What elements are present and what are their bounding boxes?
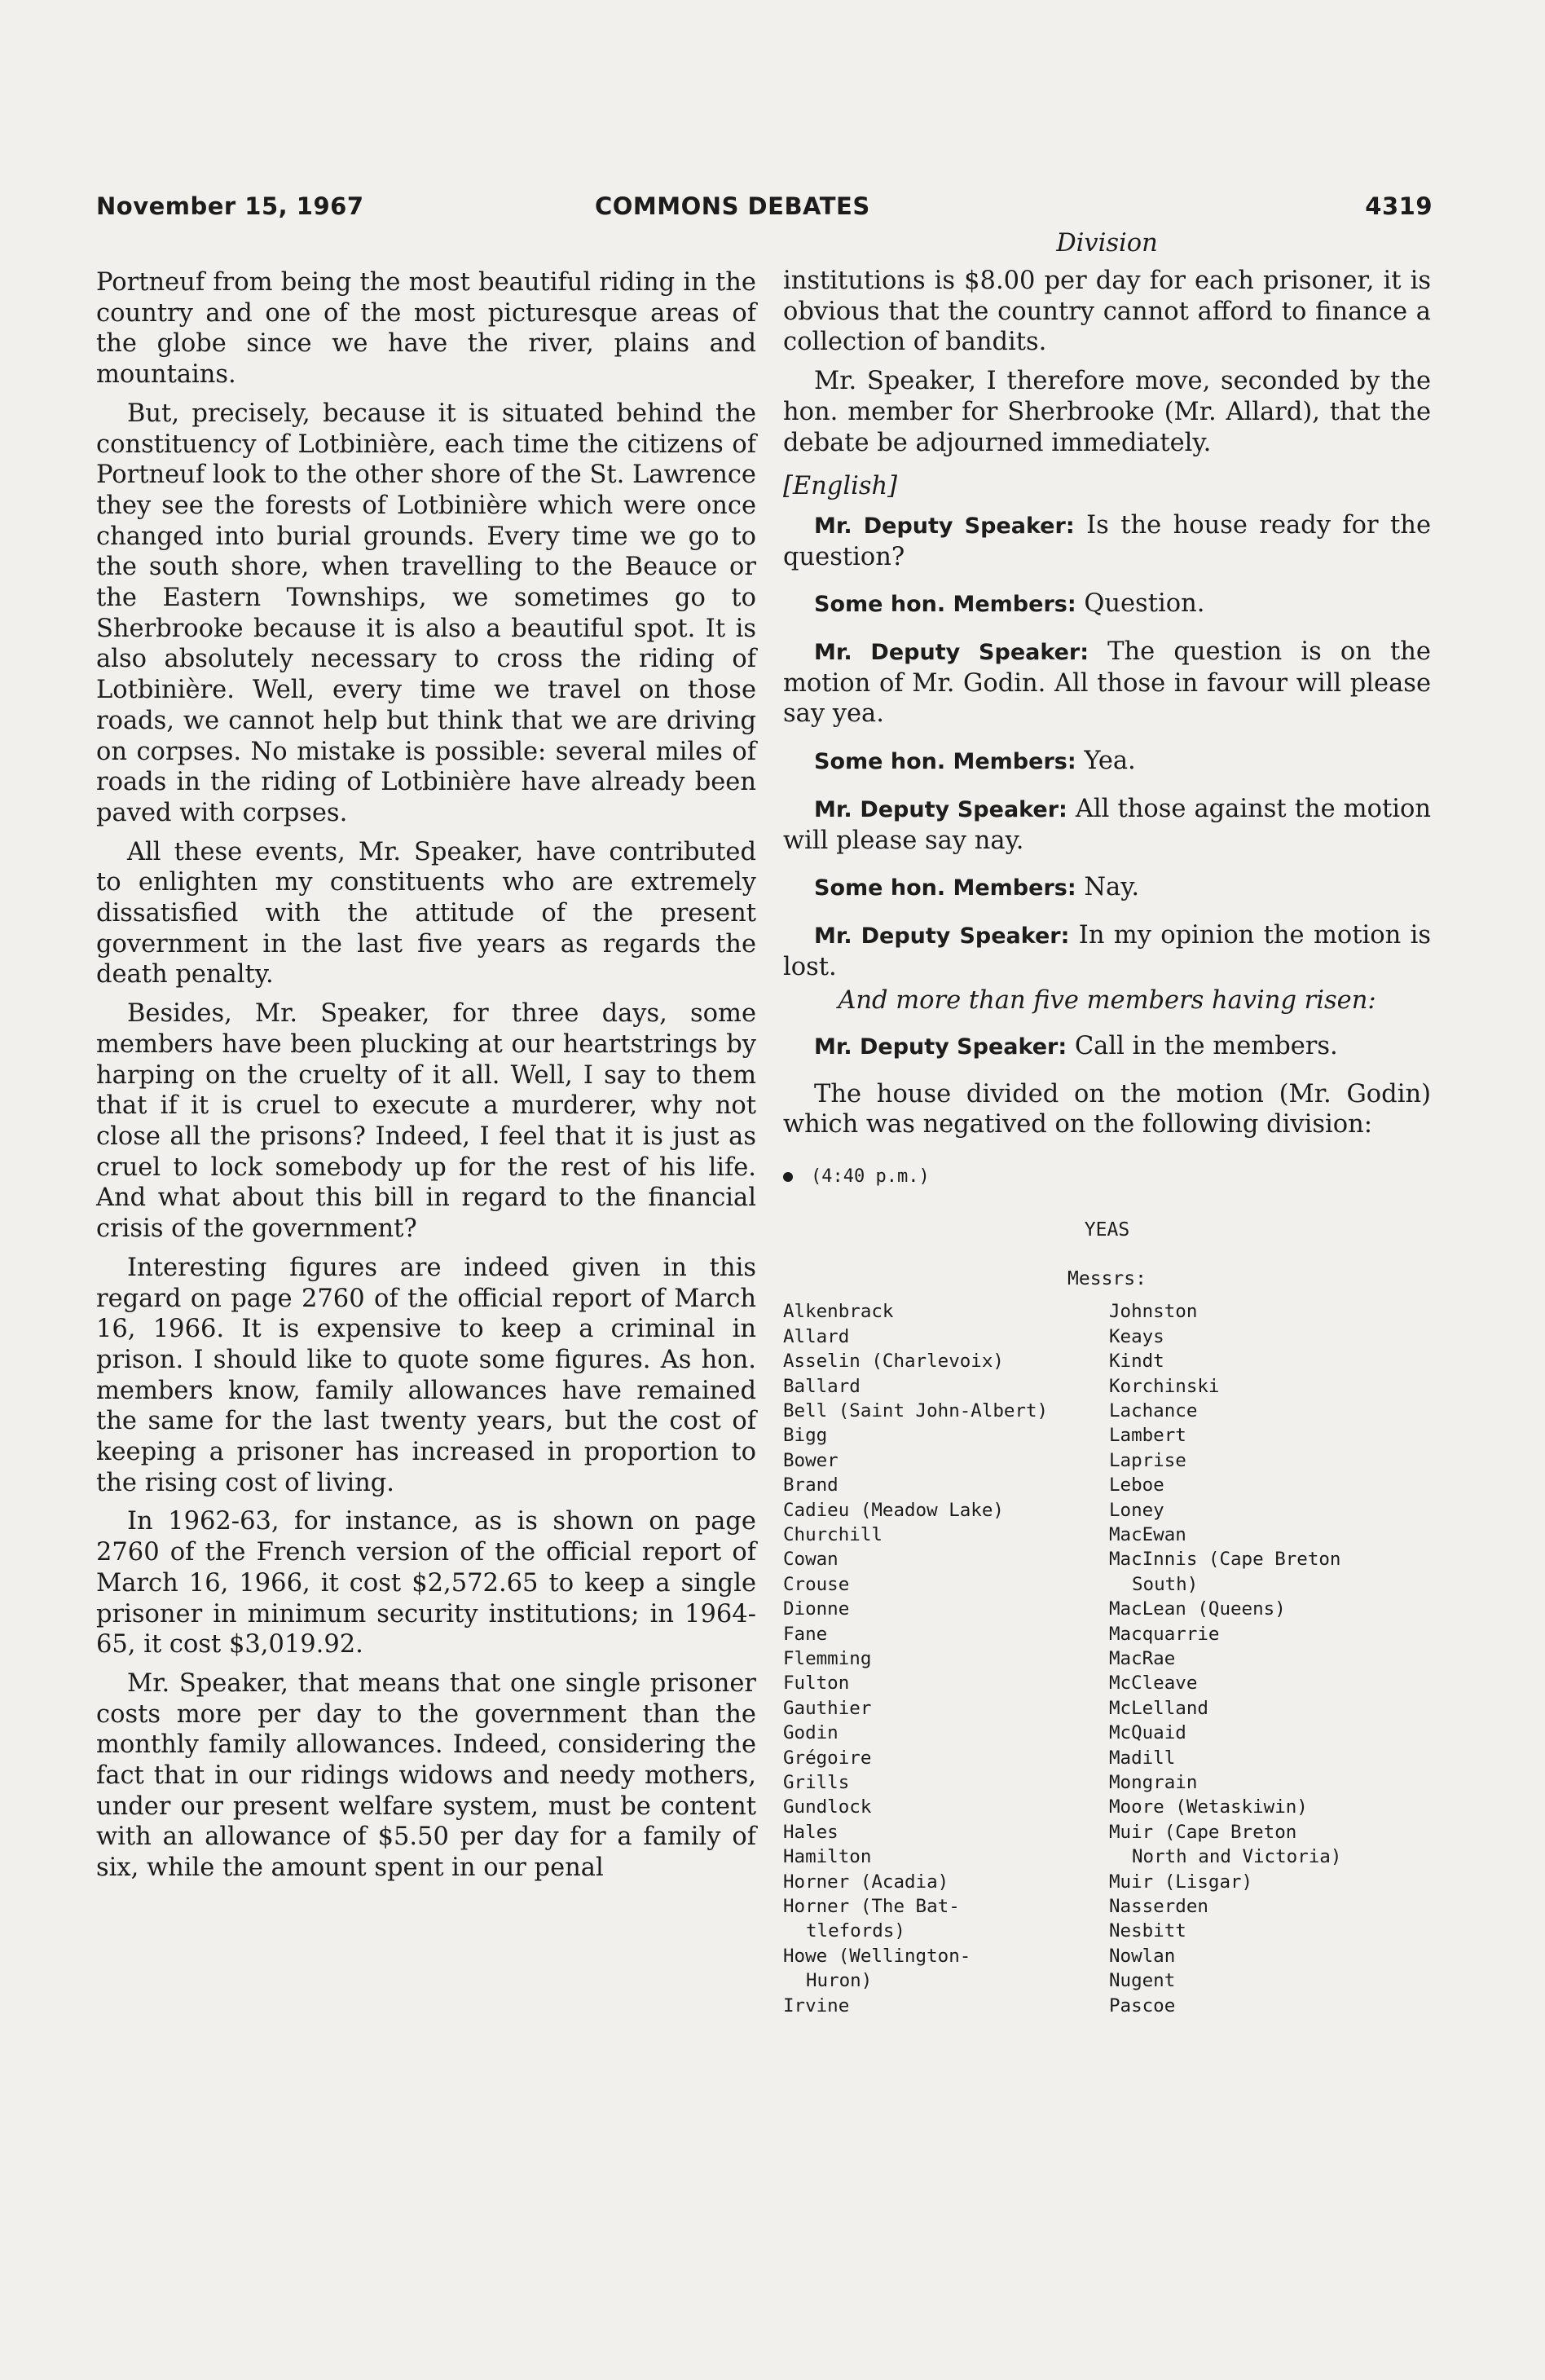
speaker-name: Some hon. Members: [814, 749, 1076, 775]
division-time [783, 1161, 1431, 1192]
member-name: MacEwan [1109, 1523, 1186, 1545]
speaker-name: Mr. Deputy Speaker: [814, 1034, 1067, 1060]
member-name: Crouse [783, 1573, 850, 1595]
member-name: Moore (Wetaskiwin) [1109, 1796, 1308, 1818]
member-name: Huron) [806, 1970, 873, 1992]
member-name: Loney [1109, 1499, 1164, 1521]
header-date: November 15, 1967 [96, 192, 364, 220]
bullet-icon [783, 1172, 793, 1182]
member-name: Nowlan [1109, 1945, 1176, 1967]
member-name: Allard [783, 1325, 850, 1347]
member-name: MacLean (Queens) [1109, 1598, 1286, 1620]
speech-text: In my opinion the motion is lost. [783, 920, 1431, 981]
member-name: Alkenbrack [783, 1301, 894, 1323]
member-name: MacInnis (Cape Breton [1109, 1549, 1341, 1571]
member-name: McCleave [1109, 1673, 1198, 1695]
member-name: McLelland [1109, 1697, 1208, 1719]
member-name: Lachance [1109, 1399, 1198, 1421]
member-name: Leboe [1109, 1474, 1164, 1496]
member-name: Grills [783, 1772, 850, 1793]
right-column [783, 228, 1431, 2018]
member-name: Kindt [1109, 1351, 1164, 1373]
speech-text: Question. [1084, 589, 1205, 619]
yeas-column-2 [1109, 1299, 1431, 2018]
right-paragraph: institutions is $8.00 per day for each prisoner, it is obvious that the country cannot afford to finance a collection of bandits. [783, 267, 1431, 357]
member-name: MacRae [1109, 1647, 1176, 1669]
member-name: Macquarrie [1109, 1623, 1220, 1645]
member-name: Muir (Cape Breton [1109, 1821, 1297, 1843]
yeas-column-1 [783, 1299, 1109, 2018]
left-column [96, 267, 756, 1892]
member-name: McQuaid [1109, 1722, 1186, 1744]
member-name: Nugent [1109, 1970, 1176, 1992]
speaker-name: Mr. Deputy Speaker: [814, 513, 1075, 539]
page-number: 4319 [1365, 192, 1433, 220]
member-name: Horner (Acadia) [783, 1871, 949, 1893]
member-name: Grégoire [783, 1747, 872, 1769]
member-name: Churchill [783, 1523, 883, 1545]
left-paragraph: All these events, Mr. Speaker, have contributed to enlighten my constituents who are extremely dissatisfied with the attitude of the present government in the last five years as regards the death penalty. [96, 837, 756, 989]
member-name: Madill [1109, 1747, 1176, 1769]
left-paragraph: Besides, Mr. Speaker, for three days, some members have been plucking at our heartstrings by harping on the cruelty of it all. Well, I say to them that if it is cruel to execute a murderer, why not close all the prisons? Indeed, I feel that it is just as cruel to lock somebody up for the rest of his life. And what about this bill in regard to the financial crisis of the government? [96, 999, 756, 1244]
member-name: Godin [783, 1722, 839, 1744]
member-name: Muir (Lisgar) [1109, 1871, 1253, 1893]
member-name: Ballard [783, 1375, 861, 1397]
member-name: Cowan [783, 1549, 839, 1571]
member-name: Gundlock [783, 1796, 872, 1818]
yeas-heading: YEAS [1084, 1219, 1130, 1241]
left-paragraph: Interesting figures are indeed given in this regard on page 2760 of the official report of March 16, 1966. It is expensive to keep a criminal in prison. I should like to quote some figures. As hon. members know, family allowances have remained the same for the last twenty years, but the cost of keeping a prisoner has increased in proportion to the rising cost of living. [96, 1253, 756, 1497]
member-name: Asselin (Charlevoix) [783, 1351, 1004, 1373]
header-title: COMMONS DEBATES [595, 192, 870, 220]
left-paragraph: Mr. Speaker, that means that one single prisoner costs more per day to the government than the monthly family allowances. Indeed, considering the fact that in our ridings widows and needy mothers, under our present welfare system, must be content with an allowance of $5.50 per day for a family of six, while the amount spent in our penal [96, 1668, 756, 1883]
speech [783, 872, 1431, 904]
member-name: Bower [783, 1449, 839, 1471]
member-name: tlefords) [806, 1920, 905, 1942]
member-name: North and Victoria) [1132, 1846, 1342, 1868]
speaker-name: Some hon. Members: [814, 875, 1076, 901]
member-name: Howe (Wellington- [783, 1945, 971, 1967]
member-name: Johnston [1109, 1301, 1198, 1323]
member-name: Hamilton [783, 1846, 872, 1868]
speech [783, 637, 1431, 729]
member-name: South) [1132, 1573, 1199, 1595]
speech [783, 746, 1431, 778]
speech [783, 920, 1431, 982]
language-tag: [English] [783, 472, 898, 501]
member-name: Pascoe [1109, 1994, 1176, 2016]
time-text: (4:40 p.m.) [811, 1166, 930, 1188]
speech-text: All those against the motion will please say nay. [783, 794, 1431, 855]
member-name: Gauthier [783, 1697, 872, 1719]
member-name: Laprise [1109, 1449, 1186, 1471]
speaker-name: Mr. Deputy Speaker: [814, 796, 1067, 822]
member-name: Bell (Saint John-Albert) [783, 1399, 1049, 1421]
right-paragraph: Mr. Speaker, I therefore move, seconded by the hon. member for Sherbrooke (Mr. Allard), that the debate be adjourned immediately. [783, 367, 1431, 457]
member-name: Korchinski [1109, 1375, 1220, 1397]
speech [783, 588, 1431, 620]
left-paragraph: Portneuf from being the most beautiful riding in the country and one of the most picturesque areas of the globe since we have the river, plains and mountains. [96, 268, 756, 390]
speech-text: Nay. [1084, 873, 1140, 902]
speech [783, 1031, 1431, 1063]
member-name: Fulton [783, 1673, 850, 1695]
member-name: Dionne [783, 1598, 850, 1620]
yeas-list [783, 1299, 1431, 2018]
member-name: Mongrain [1109, 1772, 1198, 1793]
speaker-name: Mr. Deputy Speaker: [814, 640, 1089, 666]
speech-text: Is the house ready for the question? [783, 510, 1431, 571]
member-name: Cadieu (Meadow Lake) [783, 1499, 1004, 1521]
speech-text: Yea. [1084, 747, 1136, 776]
member-name: Keays [1109, 1325, 1164, 1347]
member-name: Fane [783, 1623, 828, 1645]
member-name: Hales [783, 1821, 839, 1843]
member-name: Flemming [783, 1647, 872, 1669]
division-paragraph: The house divided on the motion (Mr. Godin) which was negatived on the following division: [783, 1079, 1431, 1139]
messrs-label: Messrs: [1067, 1267, 1147, 1289]
page-header [96, 192, 1433, 228]
speech [783, 794, 1431, 856]
left-paragraph: In 1962-63, for instance, as is shown on page 2760 of the French version of the official report of March 16, 1966, it cost $2,572.65 to keep a single prisoner in minimum security institutions; in 1964-65, it cost $3,019.92. [96, 1507, 756, 1659]
member-name: Lambert [1109, 1425, 1186, 1447]
member-name: Nasserden [1109, 1896, 1208, 1918]
speech-text: Call in the members. [1074, 1032, 1338, 1061]
speech [783, 510, 1431, 572]
division-heading: Division [1056, 229, 1158, 258]
member-name: Horner (The Bat- [783, 1896, 960, 1918]
speaker-name: Some hon. Members: [814, 592, 1076, 618]
member-name: Brand [783, 1474, 839, 1496]
left-paragraph: But, precisely, because it is situated behind the constituency of Lotbinière, each time the citizens of Portneuf look to the other shore of the St. Lawrence they see the forests of Lotbinière which were once changed into burial grounds. Every time we go to the south shore, when travelling to the Beauce or the Eastern Townships, we sometimes go to Sherbrooke because it is also a beautiful spot. It is also absolutely necessary to cross the riding of Lotbinière. Well, every time we travel on those roads, we cannot help but think that we are driving on corpses. No mistake is possible: several miles of roads in the riding of Lotbinière have already been paved with corpses. [96, 399, 756, 827]
member-name: Bigg [783, 1425, 828, 1447]
speech-text: The question is on the motion of Mr. Godin. All those in favour will please say yea. [783, 637, 1431, 729]
stage-direction: And more than five members having risen: [838, 986, 1376, 1016]
speaker-name: Mr. Deputy Speaker: [814, 923, 1070, 949]
member-name: Nesbitt [1109, 1920, 1186, 1942]
member-name: Irvine [783, 1994, 850, 2016]
